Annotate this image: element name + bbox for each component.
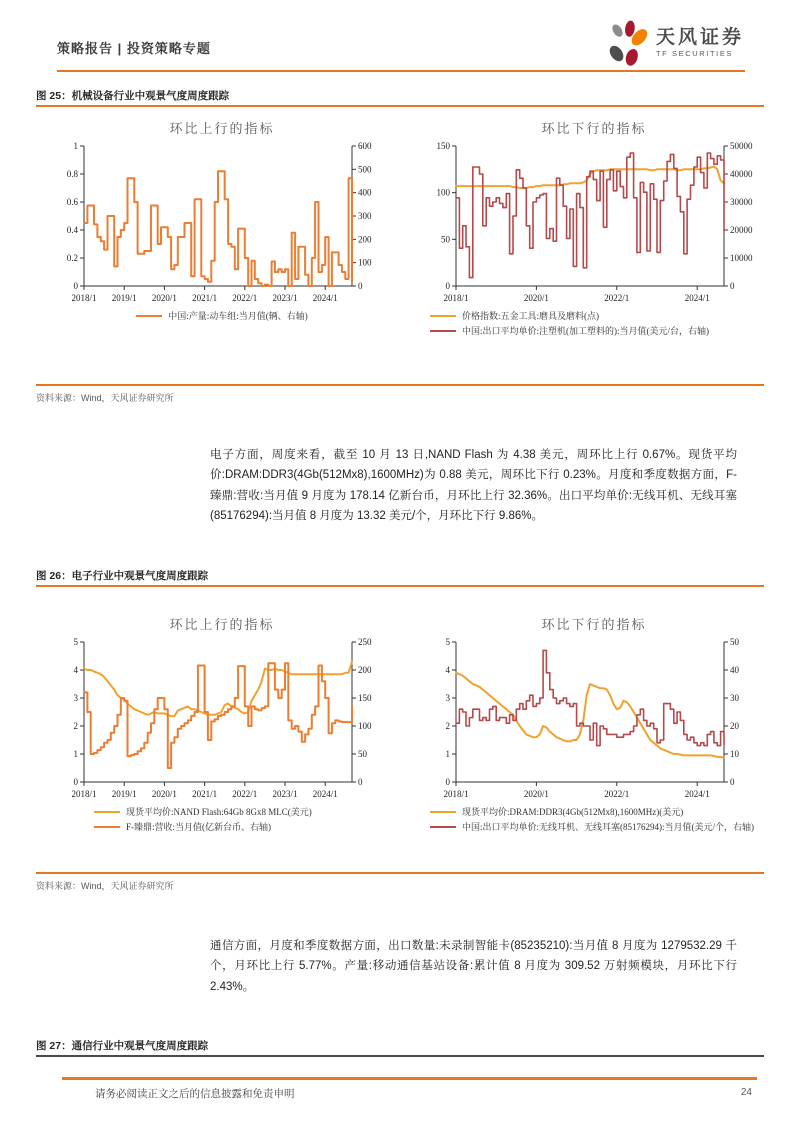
svg-text:3: 3: [445, 693, 450, 703]
svg-text:100: 100: [358, 257, 372, 268]
svg-text:250: 250: [358, 637, 372, 647]
figure26-caption: 图 26：电子行业中观景气度周度跟踪: [36, 570, 209, 582]
svg-text:2018/1: 2018/1: [443, 789, 469, 799]
svg-text:40000: 40000: [730, 169, 753, 179]
chart-title: 环比上行的指标: [169, 121, 275, 136]
svg-text:1: 1: [73, 141, 78, 151]
chart-legend: [418, 806, 770, 833]
legend-label: 现货平均价:DRAM:DDR3(4Gb(512Mx8),1600MHz)(美元): [462, 807, 684, 817]
svg-text:2024/1: 2024/1: [312, 789, 338, 799]
svg-text:2020/1: 2020/1: [151, 293, 177, 303]
chart-machinery-down: [418, 118, 770, 337]
svg-text:200: 200: [358, 665, 372, 675]
svg-text:0.6: 0.6: [66, 197, 78, 207]
brand-text: [656, 28, 744, 59]
svg-text:2: 2: [73, 721, 78, 731]
svg-text:20000: 20000: [730, 225, 753, 235]
legend-line-swatch: [430, 330, 456, 332]
svg-text:50: 50: [441, 234, 450, 245]
svg-text:50000: 50000: [730, 141, 753, 151]
legend-item: [136, 310, 308, 322]
brand-name-en: TF SECURITIES: [655, 49, 734, 59]
svg-text:2023/1: 2023/1: [272, 293, 298, 303]
svg-text:500: 500: [358, 164, 372, 175]
chart-canvas: [46, 138, 398, 308]
chart-machinery-up: [46, 118, 398, 337]
legend-label: 价格指数:五金工具:磨具及磨料(点): [462, 311, 599, 321]
svg-text:2024/1: 2024/1: [684, 293, 710, 303]
legend-label: 中国:出口平均单价:无线耳机、无线耳塞(85176294):当月值(美元/个，右轴): [462, 822, 754, 833]
legend-label: 现货平均价:NAND Flash:64Gb 8Gx8 MLC(美元): [126, 807, 312, 817]
legend-label: 中国:出口平均单价:注塑机(加工塑料的):当月值(美元/台，右轴): [462, 326, 709, 337]
figure27-caption-divider: [36, 1055, 764, 1057]
svg-text:4: 4: [445, 665, 450, 675]
svg-text:2018/1: 2018/1: [443, 293, 469, 303]
svg-text:2022/1: 2022/1: [604, 293, 630, 303]
legend-item: [94, 821, 271, 833]
legend-line-swatch: [136, 315, 162, 317]
svg-text:100: 100: [358, 721, 372, 731]
svg-text:0: 0: [730, 281, 735, 291]
figure25-charts: [46, 118, 770, 337]
figure25-caption: 图 25：机械设备行业中观景气度周度跟踪: [36, 90, 230, 102]
svg-text:2019/1: 2019/1: [111, 293, 137, 303]
svg-text:5: 5: [445, 637, 450, 647]
legend-item: [430, 310, 599, 322]
svg-text:3: 3: [73, 693, 78, 703]
svg-text:0.4: 0.4: [66, 225, 78, 235]
chart-title: 环比上行的指标: [169, 617, 275, 632]
figure25-source-divider: [36, 384, 764, 386]
svg-text:0.2: 0.2: [66, 253, 78, 263]
tf-securities-logo: [607, 20, 744, 66]
svg-text:50: 50: [358, 749, 367, 759]
chart-legend: [418, 310, 770, 337]
svg-text:200: 200: [358, 234, 372, 245]
chart-electronics-up: [46, 614, 398, 833]
legend-line-swatch: [430, 811, 456, 813]
paragraph-telecom: 通信方面，月度和季度数据方面，出口数量:未录制智能卡(85235210):当月值 8 月度为 1279532.29 千个，月环比上行 5.77%。产量:移动通信基站设备:累计值 8 月度为 309.52 万射频模块，月环比下行 2.43%。: [210, 940, 737, 993]
svg-text:2020/1: 2020/1: [151, 789, 177, 799]
svg-text:2: 2: [445, 721, 450, 731]
svg-text:300: 300: [358, 211, 372, 221]
legend-line-swatch: [94, 826, 120, 828]
svg-text:20: 20: [730, 721, 739, 731]
svg-text:150: 150: [436, 141, 450, 151]
svg-text:4: 4: [73, 665, 78, 675]
legend-label: 中国:产量:动车组:当月值(辆、右轴): [168, 311, 308, 321]
svg-text:0: 0: [358, 281, 363, 291]
legend-line-swatch: [430, 826, 456, 828]
chart-canvas: [418, 634, 770, 804]
svg-text:5: 5: [73, 637, 78, 647]
svg-text:2022/1: 2022/1: [232, 293, 258, 303]
chart-electronics-down: [418, 614, 770, 833]
svg-text:2022/1: 2022/1: [232, 789, 258, 799]
legend-line-swatch: [94, 811, 120, 813]
svg-text:150: 150: [358, 693, 372, 703]
chart-canvas: [418, 138, 770, 308]
svg-text:2020/1: 2020/1: [523, 293, 549, 303]
svg-text:10: 10: [730, 749, 739, 759]
svg-text:30000: 30000: [730, 197, 753, 207]
svg-text:1: 1: [445, 749, 450, 759]
svg-text:1: 1: [73, 749, 78, 759]
svg-text:2024/1: 2024/1: [684, 789, 710, 799]
legend-item: [94, 806, 312, 818]
svg-text:2018/1: 2018/1: [71, 293, 97, 303]
legend-line-swatch: [430, 315, 456, 317]
svg-text:30: 30: [730, 693, 739, 703]
legend-item: [430, 806, 683, 818]
figure25-source: 资料来源：Wind，天风证券研究所: [36, 393, 174, 403]
svg-text:2020/1: 2020/1: [523, 789, 549, 799]
svg-text:0: 0: [73, 281, 78, 291]
legend-label: F-臻鼎:营收:当月值(亿新台币、右轴): [126, 822, 271, 833]
svg-text:2021/1: 2021/1: [192, 789, 218, 799]
svg-text:2019/1: 2019/1: [111, 789, 137, 799]
svg-text:0: 0: [445, 777, 450, 787]
svg-text:2022/1: 2022/1: [604, 789, 630, 799]
figure26-source-divider: [36, 872, 764, 874]
svg-text:2024/1: 2024/1: [312, 293, 338, 303]
figure27-caption: 图 27：通信行业中观景气度周度跟踪: [36, 1040, 209, 1052]
svg-text:0: 0: [730, 777, 735, 787]
page-number: 24: [740, 1087, 752, 1098]
chart-legend: [46, 310, 398, 322]
svg-text:0: 0: [358, 777, 363, 787]
svg-text:40: 40: [730, 665, 739, 675]
paragraph-electronics: 电子方面，周度来看，截至 10 月 13 日,NAND Flash 为 4.38 美元，周环比上行 0.67%。现货平均价:DRAM:DDR3(4Gb(512Mx8),1600MHz)为 0.88 美元，周环比下行 0.23%。月度和季度数据方面，F-臻鼎:营收:当月值 9 月度为 178.14 亿新台币，月环比上行 32.36%。出口平均单价:无线耳机、无线耳塞(85176294):当月值 8 月度为 13.32 美元/个，月环比下行 9.86%。: [210, 449, 737, 523]
figure26-source: 资料来源：Wind，天风证券研究所: [36, 881, 174, 891]
report-type-label: 策略报告 | 投资策略专题: [57, 41, 211, 56]
svg-text:2021/1: 2021/1: [192, 293, 218, 303]
figure26-caption-divider: [36, 585, 764, 587]
figure26-charts: [46, 614, 770, 833]
chart-title: 环比下行的指标: [541, 121, 647, 136]
figure25-caption-divider: [36, 105, 764, 107]
svg-text:10000: 10000: [730, 253, 753, 263]
svg-text:0.8: 0.8: [66, 169, 78, 179]
svg-text:0: 0: [73, 777, 78, 787]
chart-legend: [46, 806, 398, 833]
svg-text:50: 50: [730, 637, 739, 647]
chart-title: 环比下行的指标: [541, 617, 647, 632]
footer-disclaimer: 请务必阅读正文之后的信息披露和免责申明: [95, 1088, 295, 1100]
logo-flower-icon: [607, 20, 649, 66]
footer-divider: [62, 1077, 757, 1080]
svg-text:400: 400: [358, 187, 372, 198]
svg-text:2018/1: 2018/1: [71, 789, 97, 799]
svg-text:2023/1: 2023/1: [272, 789, 298, 799]
chart-canvas: [46, 634, 398, 804]
svg-text:600: 600: [358, 141, 372, 151]
legend-item: [430, 821, 754, 833]
svg-text:0: 0: [445, 281, 450, 291]
svg-text:100: 100: [436, 187, 450, 198]
brand-name-cn: 天风证券: [655, 26, 744, 48]
legend-item: [430, 325, 709, 337]
header-divider: [57, 70, 745, 72]
